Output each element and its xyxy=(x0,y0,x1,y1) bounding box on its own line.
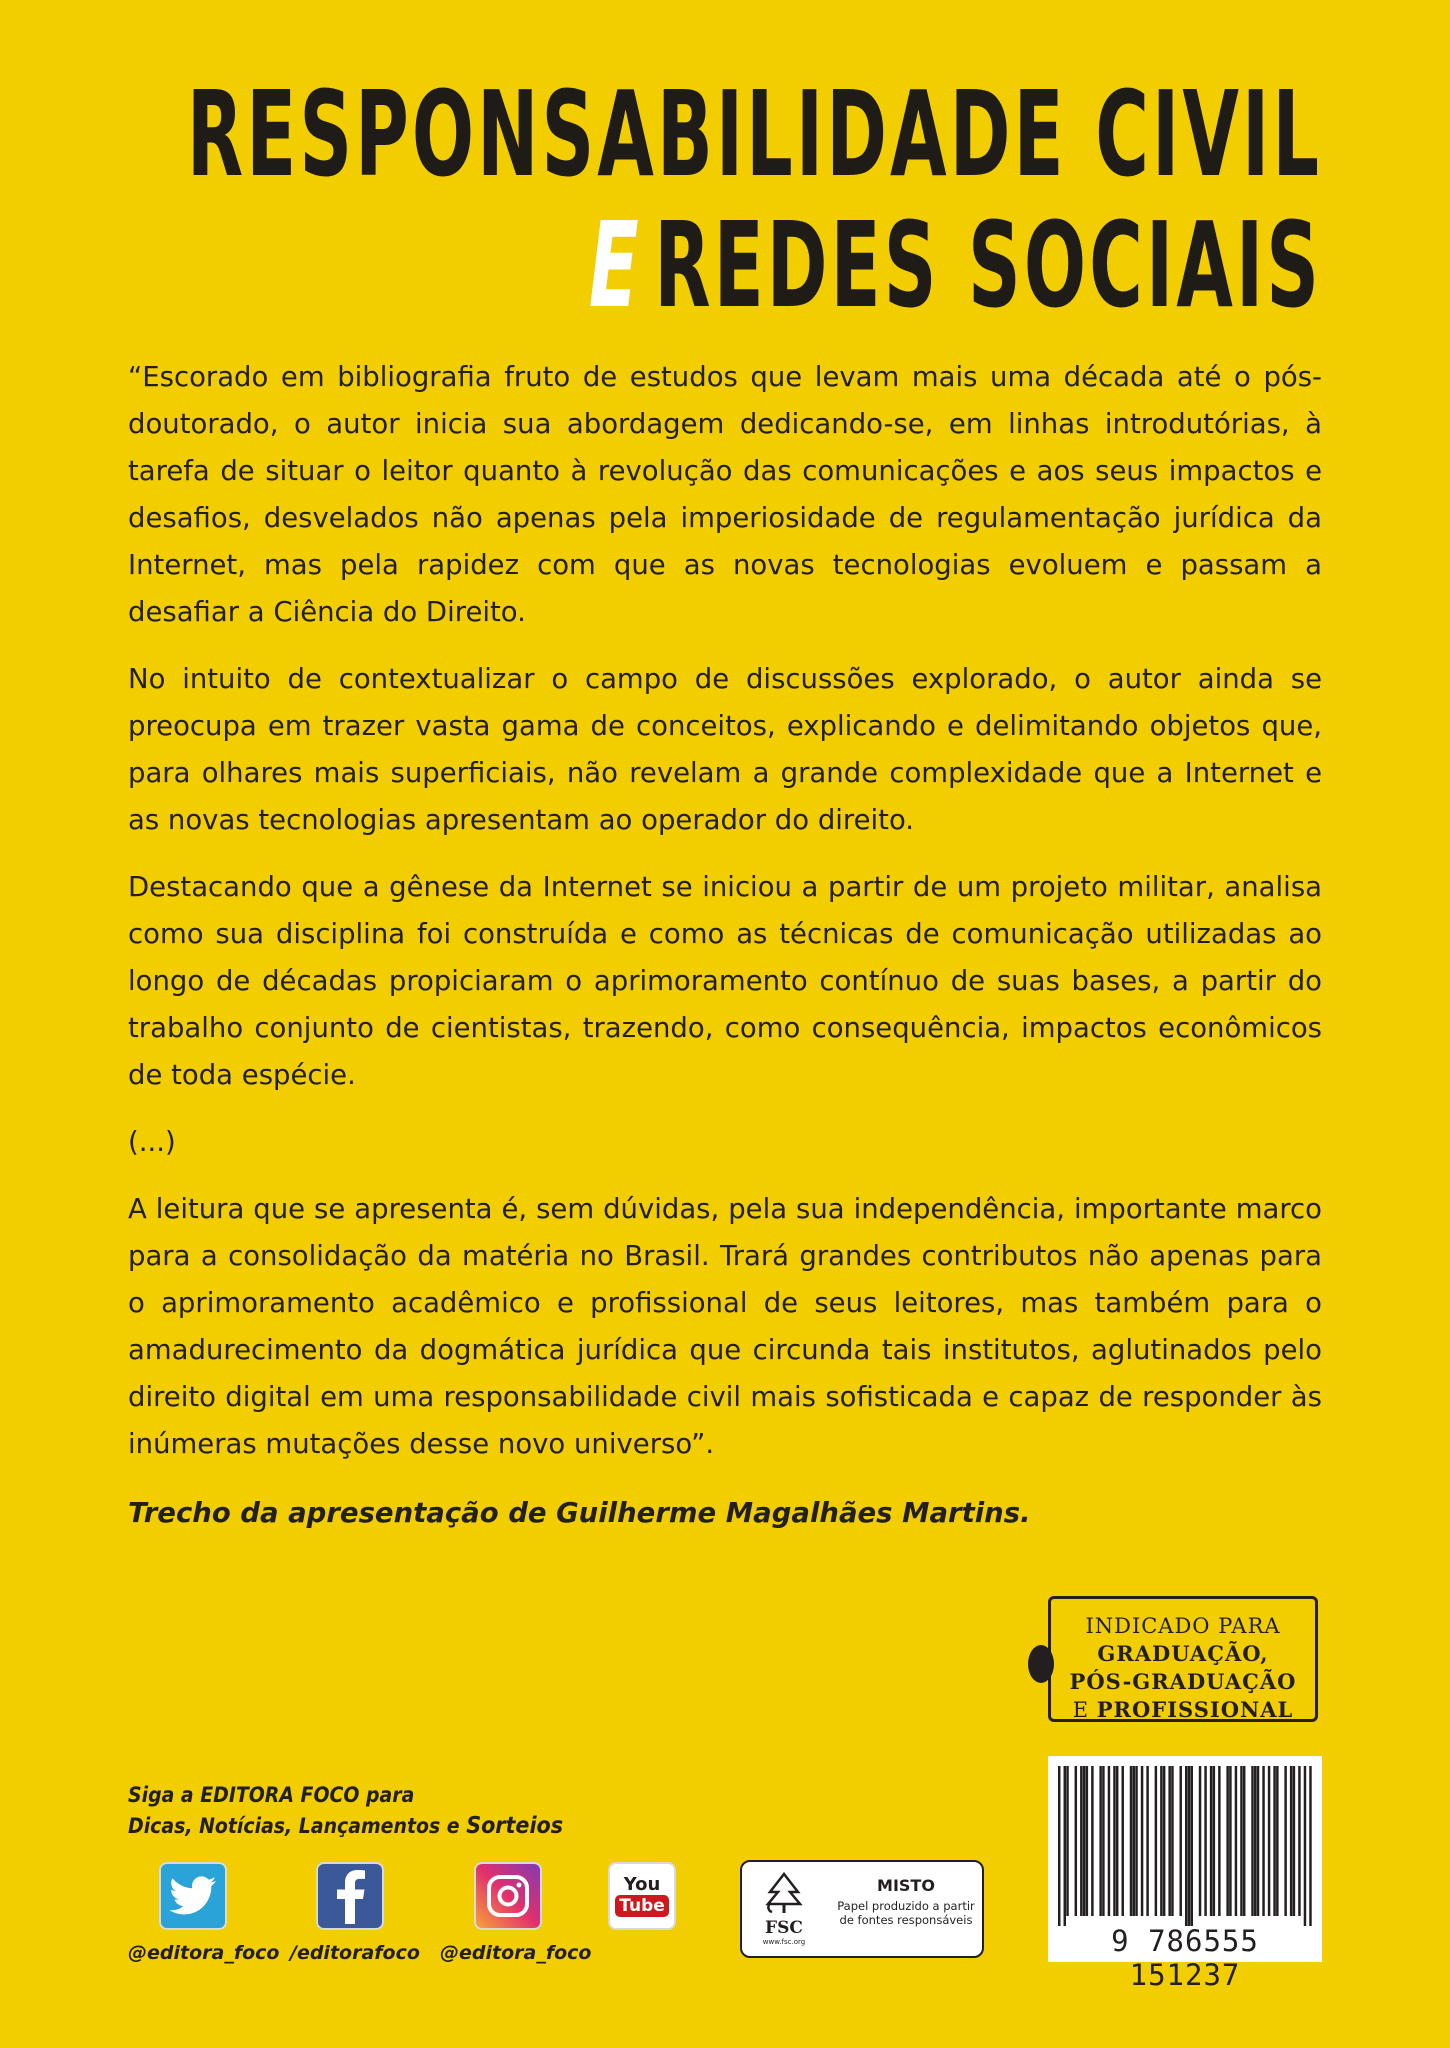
follow-line-2: Dicas, Notícias, Lançamentos e xyxy=(128,1814,460,1838)
follow-sorteios: Sorteios xyxy=(466,1813,564,1839)
fsc-seal xyxy=(740,1860,984,1958)
blurb-text xyxy=(128,354,1322,1557)
isbn-number: 9 786555 151237 xyxy=(1111,1924,1259,1992)
twitter-icon[interactable] xyxy=(159,1862,227,1930)
youtube-you: You xyxy=(623,1874,661,1895)
social-instagram[interactable] xyxy=(440,1862,592,1964)
badge-line-3: PÓS-GRADUAÇÃO xyxy=(1069,1669,1297,1694)
twitter-handle[interactable]: @editora_foco xyxy=(128,1942,280,1964)
audience-badge xyxy=(1048,1596,1318,1722)
instagram-handle[interactable]: @editora_foco xyxy=(440,1942,592,1964)
fsc-tree-icon xyxy=(762,1872,806,1914)
instagram-icon[interactable] xyxy=(474,1862,542,1930)
paragraph-3: Destacando que a gênese da Internet se iniciou a partir de um projeto militar, analisa como sua disciplina foi construída e como as técnicas de comunicação utilizadas ao longo de décadas propiciaram o aprimoramento contínuo de suas bases, a partir do trabalho conjunto de cientistas, trazendo, como consequência, impactos econômicos de toda espécie. xyxy=(128,871,1322,1091)
title-line-1: RESPONSABILIDADE CIVIL xyxy=(186,65,1322,203)
paragraph-5: A leitura que se apresenta é, sem dúvidas, pela sua independência, importante marco para a consolidação da matéria no Brasil. Trará grandes contributos não apenas para o aprimoramento acadêmico e profissional de seus leitores, mas também para o amadurecimento da dogmática jurídica que circunda tais institutos, aglutinados pelo direito digital em uma responsabilidade civil mais sofisticada e capaz de responder às inúmeras mutações desse novo universo”. xyxy=(128,1193,1322,1460)
title-line-2-text: REDES SOCIAIS xyxy=(654,196,1322,335)
paragraph-2: No intuito de contextualizar o campo de discussões explorado, o autor ainda se preocupa em trazer vasta gama de conceitos, explicando e delimitando objetos que, para olhares mais superficiais, não revelam a grande complexidade que a Internet e as novas tecnologias apresentam ao operador do direito. xyxy=(128,663,1322,836)
social-twitter[interactable] xyxy=(128,1862,280,1964)
presentation-attribution: Trecho da apresentação de Guilherme Magalhães Martins. xyxy=(128,1497,1031,1529)
title-line-2 xyxy=(187,196,1322,335)
youtube-icon[interactable] xyxy=(608,1862,676,1930)
barcode-bars xyxy=(1058,1766,1312,1926)
isbn-barcode xyxy=(1048,1756,1322,1992)
fsc-url: www.fsc.org xyxy=(762,1938,806,1946)
paragraph-ellipsis: (...) xyxy=(128,1126,176,1158)
follow-publisher xyxy=(128,1780,563,1842)
facebook-handle[interactable]: /editorafoco xyxy=(290,1942,420,1964)
social-facebook[interactable] xyxy=(290,1862,420,1964)
title-conjunction: E xyxy=(588,196,642,335)
fsc-misto: MISTO xyxy=(877,1876,935,1895)
fsc-text xyxy=(832,1876,980,1927)
book-title xyxy=(0,65,1322,335)
facebook-icon[interactable] xyxy=(316,1862,384,1930)
youtube-tube: Tube xyxy=(615,1895,669,1917)
social-youtube[interactable] xyxy=(608,1862,676,1930)
badge-line-1: INDICADO PARA xyxy=(1085,1614,1281,1638)
fsc-description: Papel produzido a partir de fontes responsáveis xyxy=(837,1899,975,1927)
badge-line-4: PROFISSIONAL xyxy=(1096,1697,1294,1722)
badge-line-4-pre: E xyxy=(1072,1698,1090,1722)
fsc-logo xyxy=(754,1872,814,1946)
follow-line-1: Siga a EDITORA FOCO para xyxy=(128,1783,415,1807)
badge-line-2: GRADUAÇÃO, xyxy=(1097,1641,1269,1666)
fsc-logo-text: FSC xyxy=(765,1918,803,1938)
paragraph-1: “Escorado em bibliografia fruto de estudos que levam mais uma década até o pós-doutorado, o autor inicia sua abordagem dedicando-se, em linhas introdutórias, à tarefa de situar o leitor quanto à revolução das comunicações e aos seus impactos e desafios, desvelados não apenas pela imperiosidade de regulamentação jurídica da Internet, mas pela rapidez com que as novas tecnologias evoluem e passam a desafiar a Ciência do Direito. xyxy=(128,361,1322,628)
